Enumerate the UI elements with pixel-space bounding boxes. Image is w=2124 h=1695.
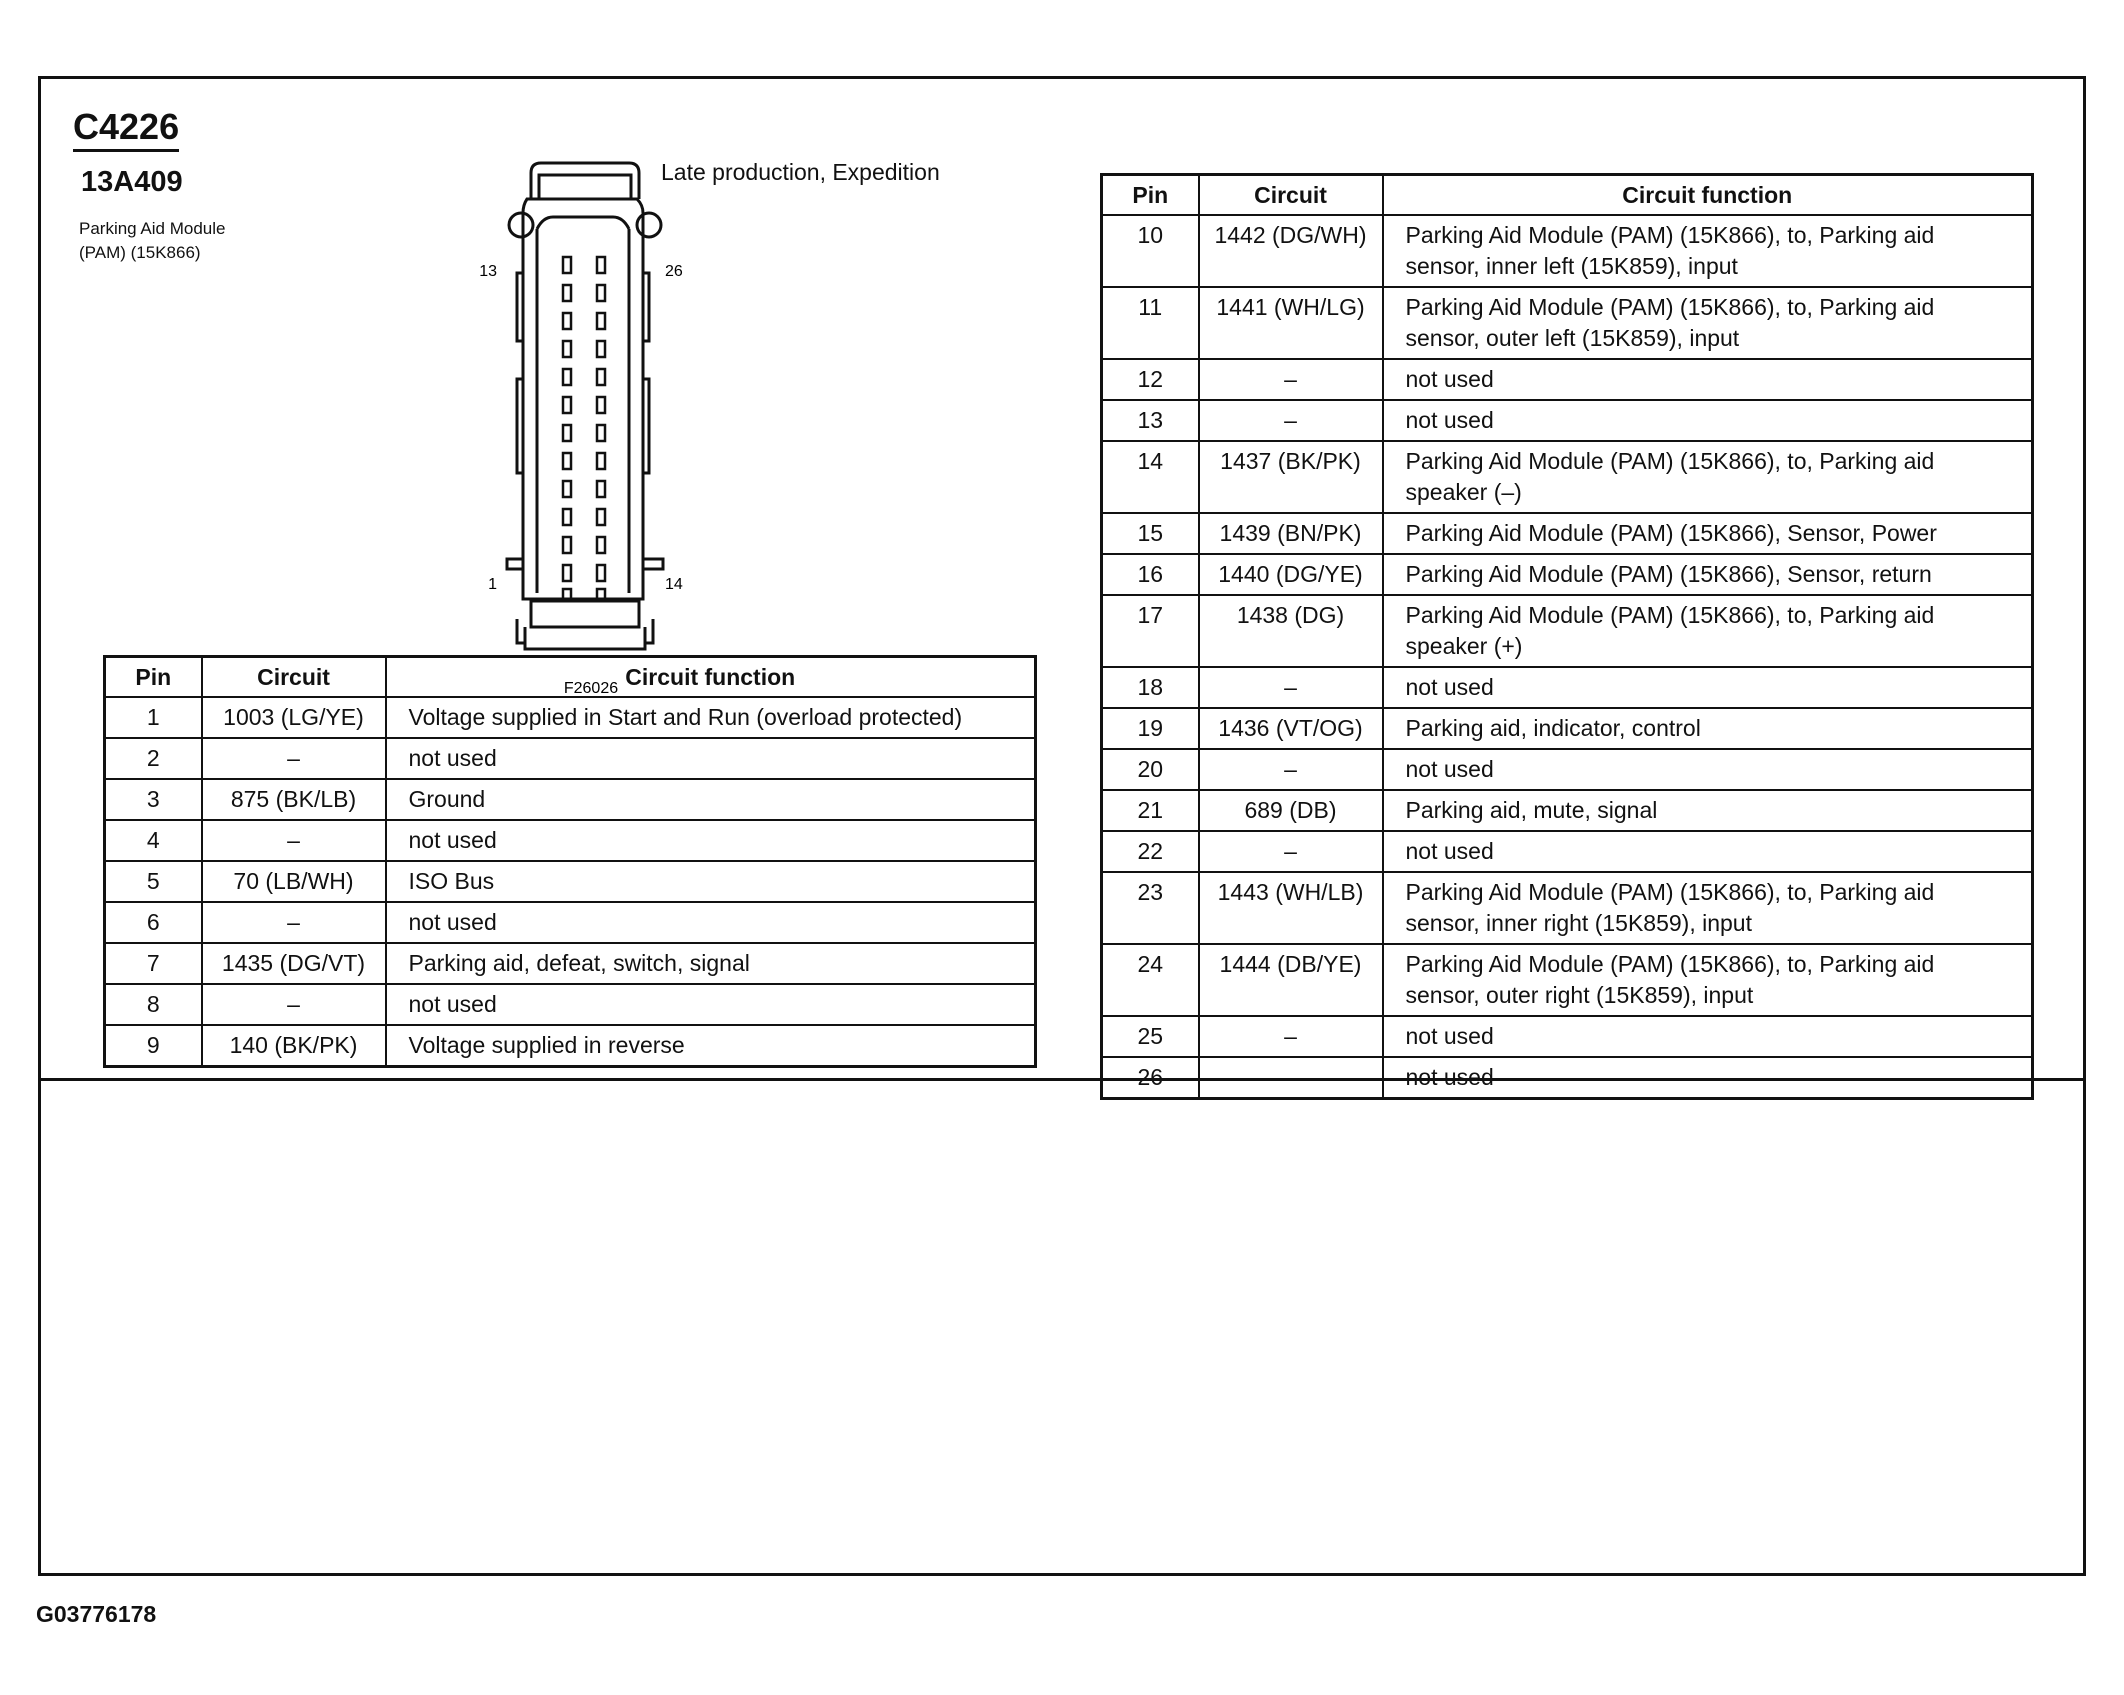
table-row bbox=[1102, 708, 2033, 749]
pin-number: 13 bbox=[1102, 400, 1199, 441]
diagram-frame bbox=[38, 76, 2086, 1576]
pin-label-14: 14 bbox=[665, 576, 683, 593]
function-line: Parking aid, mute, signal bbox=[1405, 797, 1658, 823]
circuit-function: not used bbox=[386, 902, 1036, 943]
circuit: 140 (BK/PK) bbox=[202, 1025, 386, 1067]
table-row bbox=[105, 943, 1036, 984]
header-function: Circuit function bbox=[1383, 175, 2033, 216]
function-line: not used bbox=[1405, 1064, 1494, 1090]
circuit-function: Ground bbox=[386, 779, 1036, 820]
circuit-function: not used bbox=[386, 984, 1036, 1025]
circuit-function bbox=[1383, 215, 2033, 287]
pin-number: 1 bbox=[105, 697, 202, 738]
function-line: Parking Aid Module (PAM) (15K866), to, Parking aid bbox=[1405, 448, 1935, 474]
connector-id: C4226 bbox=[73, 107, 179, 152]
circuit-function bbox=[1383, 831, 2033, 872]
circuit: 1437 (BK/PK) bbox=[1199, 441, 1383, 513]
table-row bbox=[105, 902, 1036, 943]
table-row bbox=[1102, 513, 2033, 554]
function-line: Parking Aid Module (PAM) (15K866), to, Parking aid bbox=[1405, 294, 1935, 320]
circuit: 1443 (WH/LB) bbox=[1199, 872, 1383, 944]
circuit: 875 (BK/LB) bbox=[202, 779, 386, 820]
pin-number: 14 bbox=[1102, 441, 1199, 513]
table-row bbox=[105, 697, 1036, 738]
pin-number: 6 bbox=[105, 902, 202, 943]
pin-table-right bbox=[1100, 173, 2034, 1100]
pin-number: 18 bbox=[1102, 667, 1199, 708]
pin-number: 8 bbox=[105, 984, 202, 1025]
module-name-line1: Parking Aid Module bbox=[79, 219, 226, 238]
circuit: 1436 (VT/OG) bbox=[1199, 708, 1383, 749]
pin-number: 20 bbox=[1102, 749, 1199, 790]
table-row bbox=[1102, 554, 2033, 595]
table-row bbox=[1102, 400, 2033, 441]
circuit: 1003 (LG/YE) bbox=[202, 697, 386, 738]
pin-number: 19 bbox=[1102, 708, 1199, 749]
circuit-function: Parking aid, defeat, switch, signal bbox=[386, 943, 1036, 984]
pin-number: 5 bbox=[105, 861, 202, 902]
circuit-function bbox=[1383, 554, 2033, 595]
table-row bbox=[105, 861, 1036, 902]
table-row bbox=[105, 779, 1036, 820]
circuit-function bbox=[1383, 790, 2033, 831]
part-number: 13A409 bbox=[81, 166, 183, 198]
function-line: Parking Aid Module (PAM) (15K866), to, Parking aid bbox=[1405, 602, 1935, 628]
pin-number: 21 bbox=[1102, 790, 1199, 831]
circuit: – bbox=[1199, 749, 1383, 790]
function-line: not used bbox=[1405, 756, 1494, 782]
function-line: Parking Aid Module (PAM) (15K866), to, Parking aid bbox=[1405, 222, 1935, 248]
pin-number: 3 bbox=[105, 779, 202, 820]
function-line: not used bbox=[1405, 407, 1494, 433]
figure-id: G03776178 bbox=[36, 1601, 157, 1627]
circuit: 70 (LB/WH) bbox=[202, 861, 386, 902]
pin-cavities bbox=[563, 257, 605, 599]
circuit-function bbox=[1383, 944, 2033, 1016]
function-line: Parking aid, indicator, control bbox=[1405, 715, 1701, 741]
section-divider bbox=[41, 1078, 2083, 1081]
pin-number: 11 bbox=[1102, 287, 1199, 359]
header-circuit: Circuit bbox=[202, 657, 386, 698]
circuit-function bbox=[1383, 708, 2033, 749]
pin-number: 17 bbox=[1102, 595, 1199, 667]
pin-label-1: 1 bbox=[488, 576, 497, 593]
circuit: – bbox=[1199, 359, 1383, 400]
table-row bbox=[1102, 359, 2033, 400]
table-row bbox=[1102, 287, 2033, 359]
circuit: – bbox=[1199, 831, 1383, 872]
table-row bbox=[1102, 749, 2033, 790]
table-row bbox=[105, 1025, 1036, 1067]
circuit-function bbox=[1383, 359, 2033, 400]
circuit-function: Voltage supplied in reverse bbox=[386, 1025, 1036, 1067]
header-function: Circuit function bbox=[386, 657, 1036, 698]
circuit-function bbox=[1383, 1016, 2033, 1057]
pin-number: 7 bbox=[105, 943, 202, 984]
function-line: sensor, inner left (15K859), input bbox=[1405, 253, 1738, 279]
circuit: 1441 (WH/LG) bbox=[1199, 287, 1383, 359]
circuit-function: not used bbox=[386, 738, 1036, 779]
pin-number: 15 bbox=[1102, 513, 1199, 554]
circuit: 1444 (DB/YE) bbox=[1199, 944, 1383, 1016]
circuit-function bbox=[1383, 513, 2033, 554]
circuit: 1438 (DG) bbox=[1199, 595, 1383, 667]
table-row bbox=[1102, 667, 2033, 708]
pin-number: 9 bbox=[105, 1025, 202, 1067]
module-name-line2: (PAM) (15K866) bbox=[79, 243, 201, 262]
table-row bbox=[1102, 790, 2033, 831]
header-circuit: Circuit bbox=[1199, 175, 1383, 216]
circuit-function: not used bbox=[386, 820, 1036, 861]
pin-number: 2 bbox=[105, 738, 202, 779]
pin-number: 10 bbox=[1102, 215, 1199, 287]
circuit: – bbox=[1199, 1016, 1383, 1057]
function-line: sensor, inner right (15K859), input bbox=[1405, 910, 1752, 936]
circuit-function bbox=[1383, 595, 2033, 667]
function-line: sensor, outer left (15K859), input bbox=[1405, 325, 1740, 351]
table-row bbox=[1102, 872, 2033, 944]
circuit: – bbox=[202, 902, 386, 943]
function-line: sensor, outer right (15K859), input bbox=[1405, 982, 1754, 1008]
function-line: speaker (–) bbox=[1405, 479, 1522, 505]
function-line: Parking Aid Module (PAM) (15K866), Sensor, return bbox=[1405, 561, 1932, 587]
pin-number: 4 bbox=[105, 820, 202, 861]
circuit: 1442 (DG/WH) bbox=[1199, 215, 1383, 287]
table-header-row bbox=[1102, 175, 2033, 216]
function-line: not used bbox=[1405, 838, 1494, 864]
pin-label-26: 26 bbox=[665, 263, 683, 280]
circuit-function bbox=[1383, 400, 2033, 441]
circuit: 1435 (DG/VT) bbox=[202, 943, 386, 984]
function-line: not used bbox=[1405, 366, 1494, 392]
circuit: – bbox=[202, 820, 386, 861]
table-row bbox=[1102, 441, 2033, 513]
function-line: Parking Aid Module (PAM) (15K866), to, Parking aid bbox=[1405, 951, 1935, 977]
circuit: 1439 (BN/PK) bbox=[1199, 513, 1383, 554]
circuit-function: ISO Bus bbox=[386, 861, 1036, 902]
header-pin: Pin bbox=[105, 657, 202, 698]
table-row bbox=[105, 984, 1036, 1025]
pin-number: 12 bbox=[1102, 359, 1199, 400]
pin-number: 26 bbox=[1102, 1057, 1199, 1099]
table-row bbox=[105, 738, 1036, 779]
circuit: 1440 (DG/YE) bbox=[1199, 554, 1383, 595]
circuit: – bbox=[202, 738, 386, 779]
drawing-code: F26026 bbox=[563, 680, 619, 697]
header-pin: Pin bbox=[1102, 175, 1199, 216]
circuit: – bbox=[1199, 400, 1383, 441]
function-line: not used bbox=[1405, 1023, 1494, 1049]
circuit-function bbox=[1383, 441, 2033, 513]
pin-number: 24 bbox=[1102, 944, 1199, 1016]
pin-number: 23 bbox=[1102, 872, 1199, 944]
pin-table-left bbox=[103, 655, 1037, 1068]
circuit-function bbox=[1383, 287, 2033, 359]
pin-number: 25 bbox=[1102, 1016, 1199, 1057]
table-row bbox=[1102, 1016, 2033, 1057]
circuit-function bbox=[1383, 872, 2033, 944]
variant-label: Late production, Expedition bbox=[661, 159, 940, 185]
circuit: – bbox=[202, 984, 386, 1025]
circuit-function bbox=[1383, 749, 2033, 790]
table-row bbox=[1102, 831, 2033, 872]
circuit: – bbox=[1199, 1057, 1383, 1099]
circuit-function: Voltage supplied in Start and Run (overload protected) bbox=[386, 697, 1036, 738]
circuit: – bbox=[1199, 667, 1383, 708]
connector-face-drawing bbox=[453, 113, 693, 713]
function-line: Parking Aid Module (PAM) (15K866), to, Parking aid bbox=[1405, 879, 1935, 905]
function-line: not used bbox=[1405, 674, 1494, 700]
pin-number: 22 bbox=[1102, 831, 1199, 872]
pin-label-13: 13 bbox=[479, 263, 497, 280]
module-name bbox=[79, 217, 279, 265]
table-row bbox=[105, 820, 1036, 861]
table-row bbox=[1102, 215, 2033, 287]
function-line: Parking Aid Module (PAM) (15K866), Sensor, Power bbox=[1405, 520, 1937, 546]
circuit: 689 (DB) bbox=[1199, 790, 1383, 831]
function-line: speaker (+) bbox=[1405, 633, 1523, 659]
table-row bbox=[1102, 595, 2033, 667]
pin-number: 16 bbox=[1102, 554, 1199, 595]
table-row bbox=[1102, 944, 2033, 1016]
circuit-function bbox=[1383, 667, 2033, 708]
table-header-row bbox=[105, 657, 1036, 698]
